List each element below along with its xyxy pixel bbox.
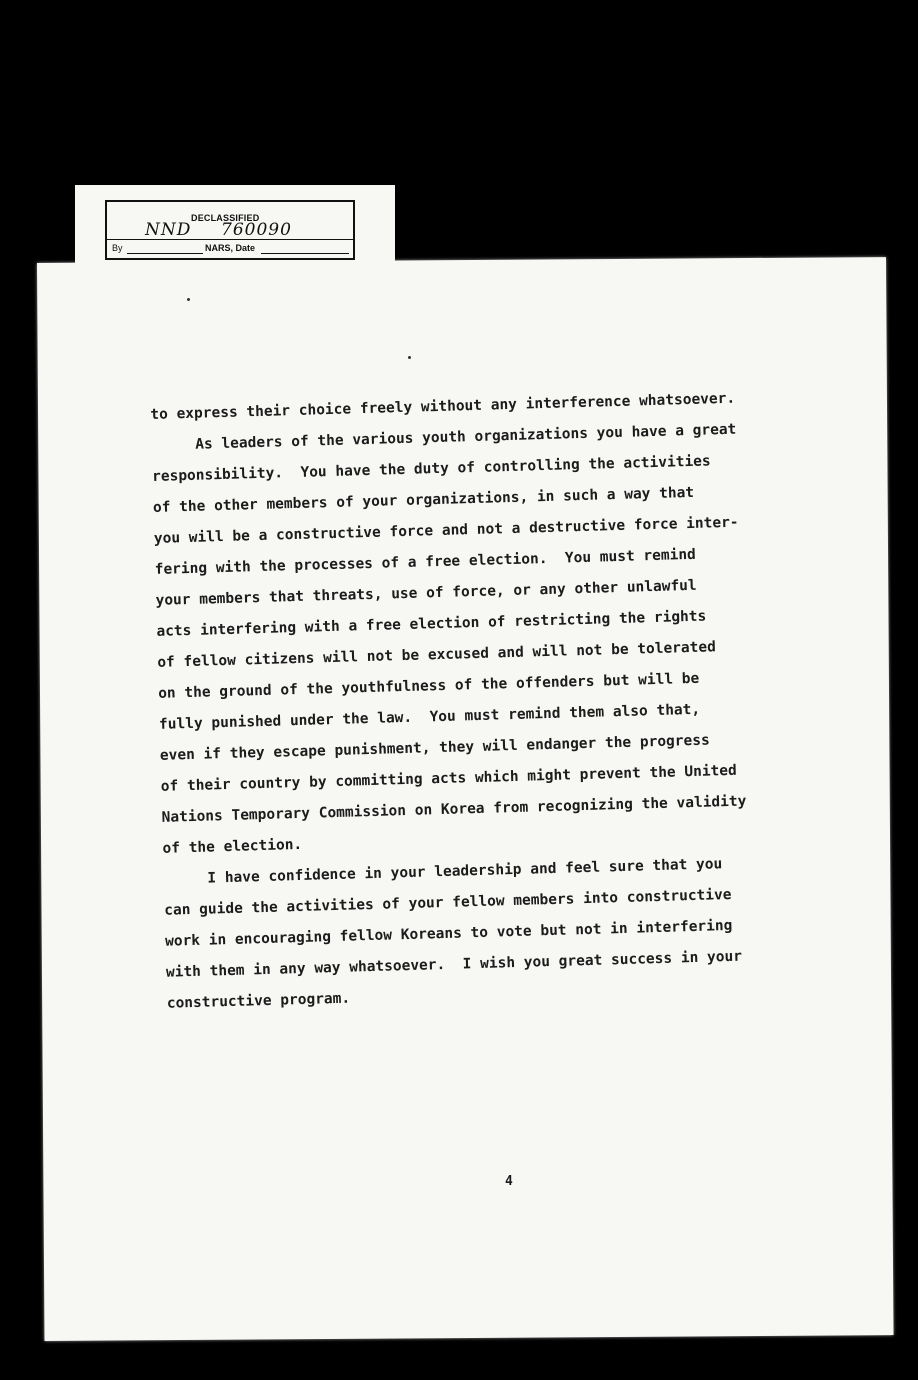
text-line: can guide the activities of your fellow members into constructive	[164, 886, 732, 919]
text-line: fering with the processes of a free election. You must remind	[154, 546, 697, 578]
stamp-nars-date-label: NARS, Date	[205, 243, 256, 253]
text-line: responsibility. You have the duty of controlling the activities	[151, 453, 711, 485]
text-line: even if they escape punishment, they will endanger the progress	[159, 732, 710, 764]
text-line: As leaders of the various youth organizations you have a great	[195, 421, 737, 453]
text-line: work in encouraging fellow Koreans to vote but not in interfering	[164, 917, 733, 950]
stamp-by-label: By	[112, 243, 123, 253]
declassification-stamp	[105, 200, 355, 260]
text-line: your members that threats, use of force, or any other unlawful	[155, 577, 697, 609]
letter-body	[150, 382, 827, 1020]
text-line: with them in any way whatsoever. I wish you great success in your	[165, 948, 743, 981]
text-line: I have confidence in your leadership and feel sure that you	[207, 856, 723, 887]
page-number: 4	[505, 1174, 513, 1189]
text-line: acts interfering with a free election of restricting the rights	[156, 608, 707, 640]
text-line: to express their choice freely without any interference whatsoever.	[150, 390, 736, 423]
paper-speck	[408, 356, 411, 359]
stamp-authority-number: 760090	[221, 220, 292, 240]
stamp-date-blank	[261, 253, 349, 254]
text-line: fully punished under the law. You must remind them also that,	[158, 701, 701, 733]
stamp-title: DECLASSIFIED	[191, 213, 260, 223]
stamp-authority-label: NND	[145, 220, 192, 240]
text-line: constructive program.	[166, 990, 351, 1012]
text-line: of the other members of your organizations, in such a way that	[152, 484, 695, 516]
text-line: you will be a constructive force and not a destructive force inter-	[153, 514, 739, 547]
text-line: on the ground of the youthfulness of the offenders but will be	[157, 670, 700, 702]
stamp-divider	[107, 239, 353, 240]
text-line: of fellow citizens will not be excused and will not be tolerated	[157, 639, 717, 671]
stamp-by-blank	[127, 253, 203, 254]
paper-speck	[187, 298, 190, 301]
text-line: of the election.	[162, 836, 303, 857]
text-line: of their country by committing acts which might prevent the United	[160, 762, 737, 795]
text-line: Nations Temporary Commission on Korea from recognizing the validity	[161, 793, 747, 826]
